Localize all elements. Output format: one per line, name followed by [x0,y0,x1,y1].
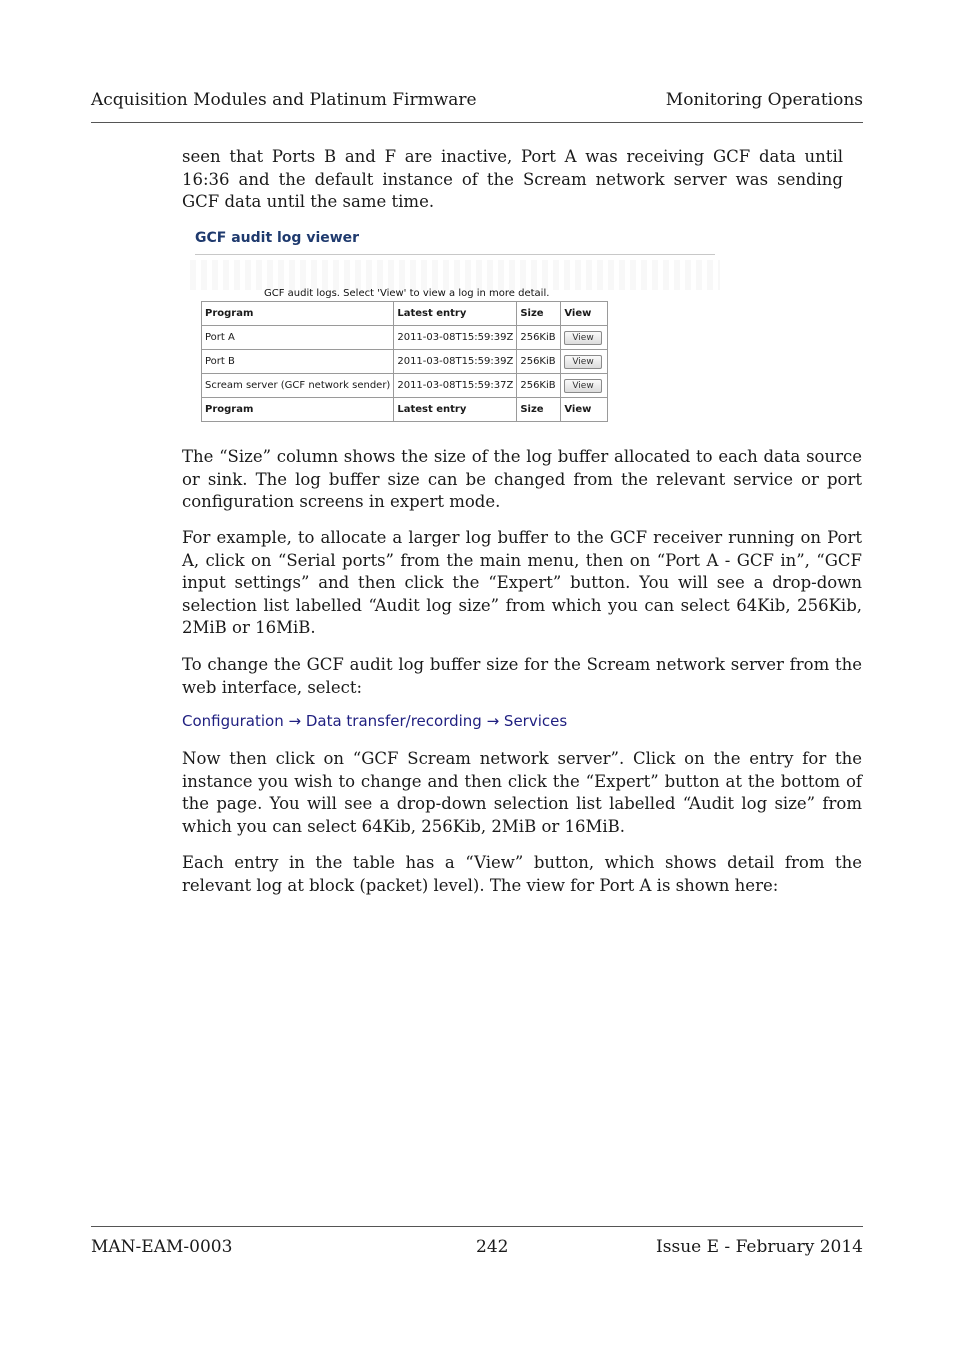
view-button-port-b[interactable]: View [564,355,601,369]
footer-header-program: Program [202,398,394,422]
screenshot-divider [195,254,715,255]
table-footer-row [202,398,608,422]
view-button-scream-server[interactable]: View [564,379,601,393]
footer-doc-number: MAN-EAM-0003 [91,1237,233,1257]
cell-latest-entry: 2011-03-08T15:59:39Z [394,326,517,350]
footer-page-number: 242 [476,1237,509,1257]
paragraph-intro: seen that Ports B and F are inactive, Port A was receiving GCF data until 16:36 and the default instance of the Scream network server was sending GCF data until the same time. [182,147,843,212]
paragraph-scream-server: Now then click on “GCF Scream network server”. Click on the entry for the instance you wish to change and then click the “Expert” button at the bottom of the page. You will see a drop-down selection list labelled “Audit log size” from which you can select 64Kib, 256Kib, 2MiB or 16MiB. [182,749,862,836]
table-row [202,374,608,398]
cell-view [561,326,608,350]
header-doc-title: Acquisition Modules and Platinum Firmware [91,90,477,110]
screenshot-background [190,260,720,290]
cell-program: Scream server (GCF network sender) [202,374,394,398]
cell-program: Port A [202,326,394,350]
table-row [202,326,608,350]
footer-header-latest-entry: Latest entry [394,398,517,422]
view-button-port-a[interactable]: View [564,331,601,345]
paragraph-size-column: The “Size” column shows the size of the log buffer allocated to each data source or sink. The log buffer size can be changed from the relevant service or port configuration screens in expert mode. [182,447,862,512]
footer-rule [91,1226,863,1227]
cell-latest-entry: 2011-03-08T15:59:39Z [394,350,517,374]
paragraph-view-button: Each entry in the table has a “View” button, which shows detail from the relevant log at block (packet) level). The view for Port A is shown here: [182,853,862,895]
menu-path: Configuration → Data transfer/recording → Services [182,712,568,730]
footer-header-view: View [561,398,608,422]
column-header-view: View [561,302,608,326]
footer-issue: Issue E - February 2014 [656,1237,863,1257]
paragraph-example: For example, to allocate a larger log buffer to the GCF receiver running on Port A, click on “Serial ports” from the main menu, then on “Port A - GCF in”, “GCF input settings” and then click the “Expert” button. You will see a drop-down selection list labelled “Audit log size” from which you can select 64Kib, 256Kib, 2MiB or 16MiB. [182,528,862,638]
header-rule [91,122,863,123]
column-header-program: Program [202,302,394,326]
cell-size: 256KiB [517,326,561,350]
gcf-audit-log-screenshot [190,226,720,431]
page-header [91,90,863,112]
footer-header-size: Size [517,398,561,422]
cell-view [561,374,608,398]
cell-program: Port B [202,350,394,374]
page-footer [91,1237,863,1259]
screenshot-title: GCF audit log viewer [195,230,360,246]
audit-log-table [201,301,608,422]
screenshot-caption: GCF audit logs. Select 'View' to view a log in more detail. [264,288,550,299]
header-section-title: Monitoring Operations [665,90,863,110]
column-header-size: Size [517,302,561,326]
cell-view [561,350,608,374]
column-header-latest-entry: Latest entry [394,302,517,326]
cell-size: 256KiB [517,350,561,374]
table-header-row [202,302,608,326]
paragraph-change-size: To change the GCF audit log buffer size for the Scream network server from the web interface, select: [182,655,862,697]
cell-latest-entry: 2011-03-08T15:59:37Z [394,374,517,398]
table-row [202,350,608,374]
cell-size: 256KiB [517,374,561,398]
